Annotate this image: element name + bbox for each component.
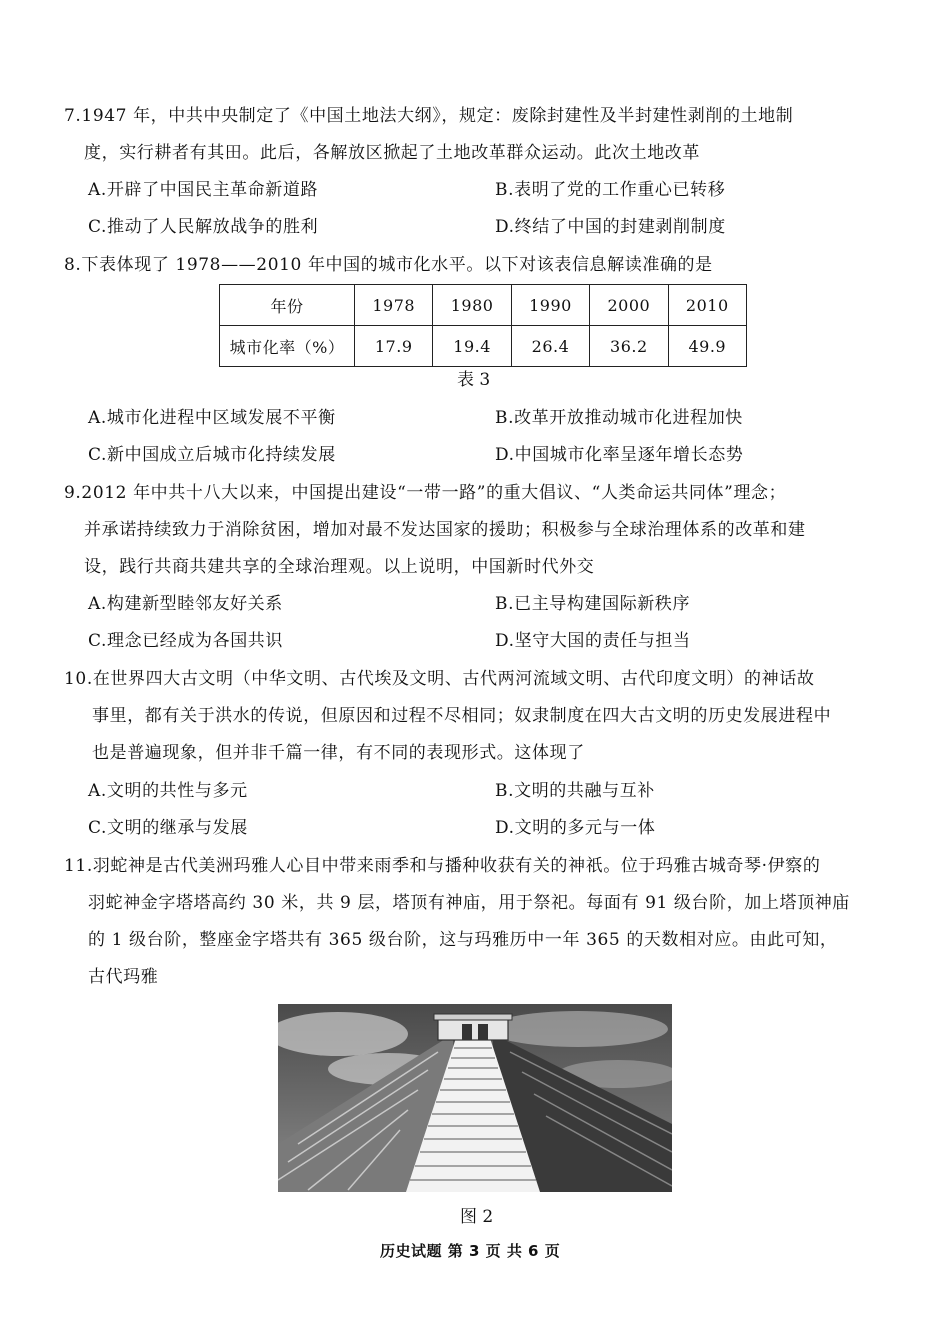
- temple-doorway: [462, 1024, 472, 1040]
- q7-option-b: B.表明了党的工作重心已转移: [495, 180, 726, 200]
- top-temple: [438, 1018, 508, 1040]
- q7-stem-line2: 度，实行耕者有其田。此后，各解放区掀起了土地改革群众运动。此次土地改革: [84, 143, 700, 163]
- table-row-label-year: 年份: [220, 285, 355, 326]
- q11-stem-line2: 羽蛇神金字塔塔高约 30 米，共 9 层，塔顶有神庙，用于祭祀。每面有 91 级台阶，加上塔顶神庙: [88, 893, 850, 913]
- table-cell-rate: 36.2: [590, 326, 668, 367]
- pyramid-figure: [278, 1004, 672, 1192]
- q9-option-d: D.坚守大国的责任与担当: [495, 631, 691, 651]
- q8-option-d: D.中国城市化率呈逐年增长态势: [495, 445, 744, 465]
- page-footer: 历史试题 第 3 页 共 6 页: [380, 1242, 561, 1260]
- q10-option-b: B.文明的共融与互补: [495, 781, 655, 801]
- table-row: [220, 326, 747, 367]
- cloud: [488, 1011, 668, 1047]
- temple-doorway: [478, 1024, 488, 1040]
- temple-roof: [434, 1014, 512, 1020]
- q10-stem-line1: 10.在世界四大古文明（中华文明、古代埃及文明、古代两河流域文明、古代印度文明）的神话故: [64, 669, 815, 689]
- q10-stem-line2: 事里，都有关于洪水的传说，但原因和过程不尽相同；奴隶制度在四大古文明的历史发展进程中: [92, 706, 832, 726]
- q11-stem-line1: 11.羽蛇神是古代美洲玛雅人心目中带来雨季和与播种收获有关的神祇。位于玛雅古城奇琴·伊察的: [64, 856, 821, 876]
- table-caption: 表 3: [457, 370, 491, 390]
- table-cell-year: 1980: [433, 285, 511, 326]
- q8-option-c: C.新中国成立后城市化持续发展: [88, 445, 336, 465]
- table-cell-rate: 17.9: [355, 326, 433, 367]
- table-cell-year: 1990: [511, 285, 589, 326]
- q8-option-b: B.改革开放推动城市化进程加快: [495, 408, 743, 428]
- table-cell-rate: 49.9: [668, 326, 746, 367]
- q10-option-a: A.文明的共性与多元: [88, 781, 248, 801]
- q9-option-a: A.构建新型睦邻友好关系: [88, 594, 283, 614]
- q9-option-c: C.理念已经成为各国共识: [88, 631, 284, 651]
- q10-option-d: D.文明的多元与一体: [495, 818, 656, 838]
- urbanization-table: [219, 284, 747, 367]
- table-cell-year: 1978: [355, 285, 433, 326]
- q8-stem-line1: 8.下表体现了 1978——2010 年中国的城市化水平。以下对该表信息解读准确的是: [64, 255, 713, 275]
- q7-option-d: D.终结了中国的封建剥削制度: [495, 217, 726, 237]
- q10-stem-line3: 也是普遍现象，但并非千篇一律，有不同的表现形式。这体现了: [92, 743, 585, 763]
- table-row-label-rate: 城市化率（%）: [220, 326, 355, 367]
- q11-stem-line4: 古代玛雅: [88, 967, 159, 987]
- q10-option-c: C.文明的继承与发展: [88, 818, 248, 838]
- table-row: [220, 285, 747, 326]
- q7-option-a: A.开辟了中国民主革命新道路: [88, 180, 319, 200]
- table-cell-rate: 19.4: [433, 326, 511, 367]
- figure-caption: 图 2: [460, 1207, 494, 1227]
- table-cell-year: 2000: [590, 285, 668, 326]
- table-cell-year: 2010: [668, 285, 746, 326]
- q7-stem-line1: 7.1947 年，中共中央制定了《中国土地法大纲》，规定：废除封建性及半封建性剥削的土地制: [64, 106, 794, 126]
- q9-stem-line2: 并承诺持续致力于消除贫困，增加对最不发达国家的援助；积极参与全球治理体系的改革和建: [84, 520, 806, 540]
- q9-stem-line1: 9.2012 年中共十八大以来，中国提出建设“一带一路”的重大倡议、“人类命运共同体”理念；: [64, 483, 787, 503]
- q8-option-a: A.城市化进程中区域发展不平衡: [88, 408, 336, 428]
- q11-stem-line3: 的 1 级台阶，整座金字塔共有 365 级台阶，这与玛雅历中一年 365 的天数相对应。由此可知，: [88, 930, 838, 950]
- q9-option-b: B.已主导构建国际新秩序: [495, 594, 691, 614]
- table-cell-rate: 26.4: [511, 326, 589, 367]
- q7-option-c: C.推动了人民解放战争的胜利: [88, 217, 319, 237]
- q9-stem-line3: 设，践行共商共建共享的全球治理观。以上说明，中国新时代外交: [84, 557, 595, 577]
